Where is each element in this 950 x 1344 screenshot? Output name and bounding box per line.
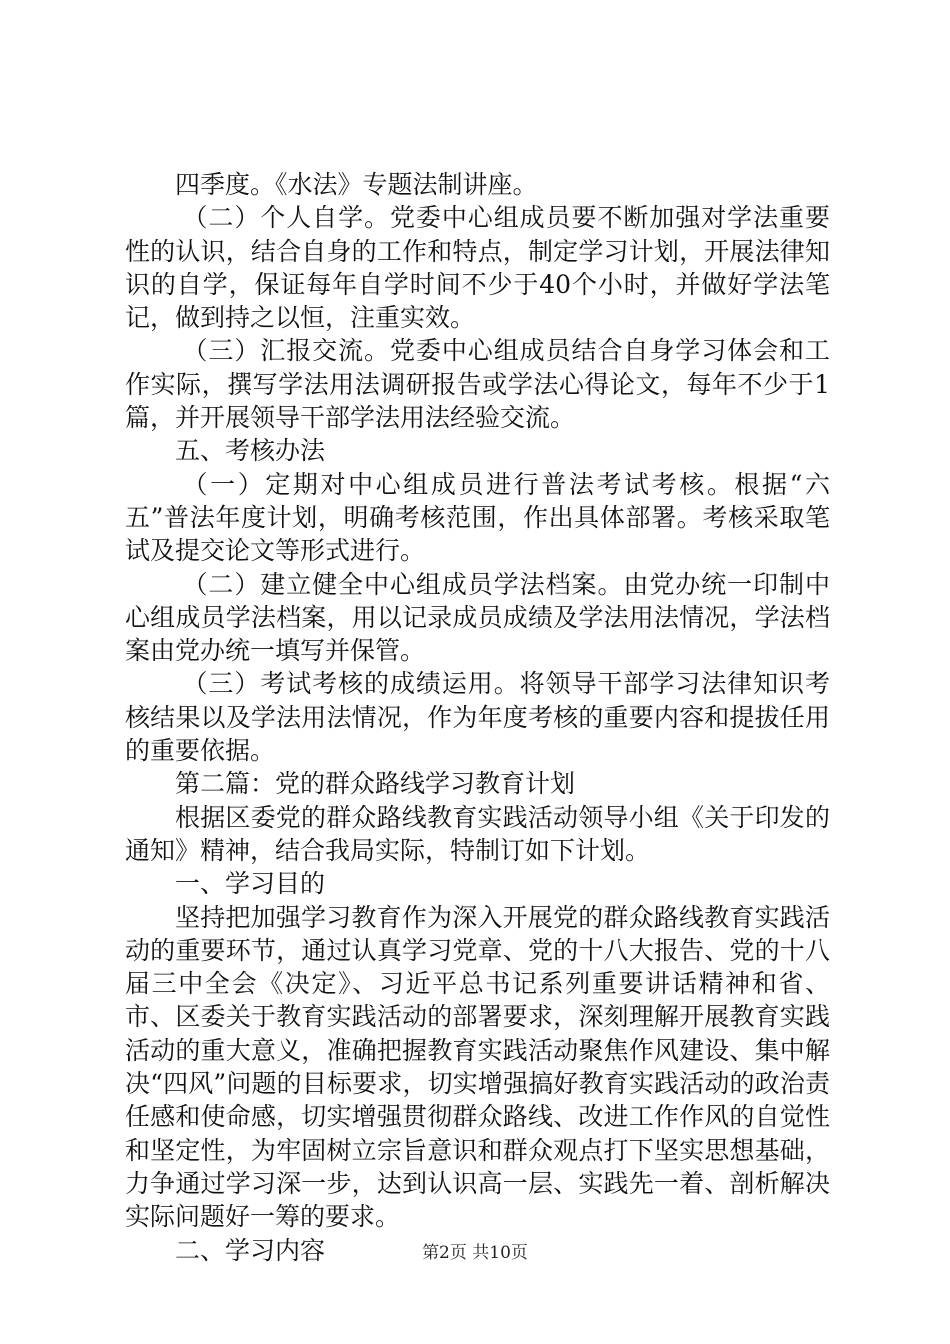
heading-study-purpose: 一、学习目的 — [175, 869, 326, 899]
heading-assessment-method: 五、考核办法 — [175, 436, 326, 466]
paragraph-study-purpose: 坚持把加强学习教育作为深入开展党的群众路线教育实践活动的重要环节，通过认真学习党章、党的十八大报告、党的十八届三中全会《决定》、习近平总书记系列重要讲话精神和省、市、区委关于教育实践活动的部署要求，深刻理解开展教育实践活动的重大意义，准确把握教育实践活动聚焦作风建设、集中解决“四风”问题的目标要求，切实增强搞好教育实践活动的政治责任感和使命感，切实增强贯彻群众路线、改进工作作风的自觉性和坚定性，为牢固树立宗旨意识和群众观点打下坚实思想基础，力争通过学习深一步，达到认识高一层、实践先一着、剖析解决实际问题好一筹的要求。 — [125, 902, 830, 1232]
paragraph-study-archive: （二）建立健全中心组成员学法档案。由党办统一印制中心组成员学法档案，用以记录成员成绩及学法用法情况，学法档案由党办统一填写并保管。 — [125, 569, 830, 666]
heading-part-two: 第二篇：党的群众路线学习教育计划 — [175, 769, 576, 799]
paragraph-regular-exam: （一）定期对中心组成员进行普法考试考核。根据“六五”普法年度计划，明确考核范围，作出具体部署。考核采取笔试及提交论文等形式进行。 — [125, 469, 830, 566]
paragraph-intro: 根据区委党的群众路线教育实践活动领导小组《关于印发的通知》精神，结合我局实际，特制订如下计划。 — [125, 802, 830, 865]
paragraph-q4-lecture: 四季度。《水法》专题法制讲座。 — [175, 170, 538, 199]
heading-study-content: 二、学习内容 — [175, 1235, 326, 1265]
paragraph-self-study: （二）个人自学。党委中心组成员要不断加强对学法重要性的认识，结合自身的工作和特点，制定学习计划，开展法律知识的自学，保证每年自学时间不少于40个小时，并做好学法笔记，做到持之以恒，注重实效。 — [125, 203, 830, 333]
paragraph-exam-results-use: （三）考试考核的成绩运用。将领导干部学习法律知识考核结果以及学法用法情况，作为年度考核的重要内容和提拔任用的重要依据。 — [125, 669, 830, 766]
document-body — [125, 168, 830, 1267]
paragraph-report-exchange: （三）汇报交流。党委中心组成员结合自身学习体会和工作实际，撰写学法用法调研报告或学法心得论文，每年不少于1篇，并开展领导干部学法用法经验交流。 — [125, 336, 830, 433]
page-footer: 第2页 共10页 — [422, 1243, 528, 1263]
